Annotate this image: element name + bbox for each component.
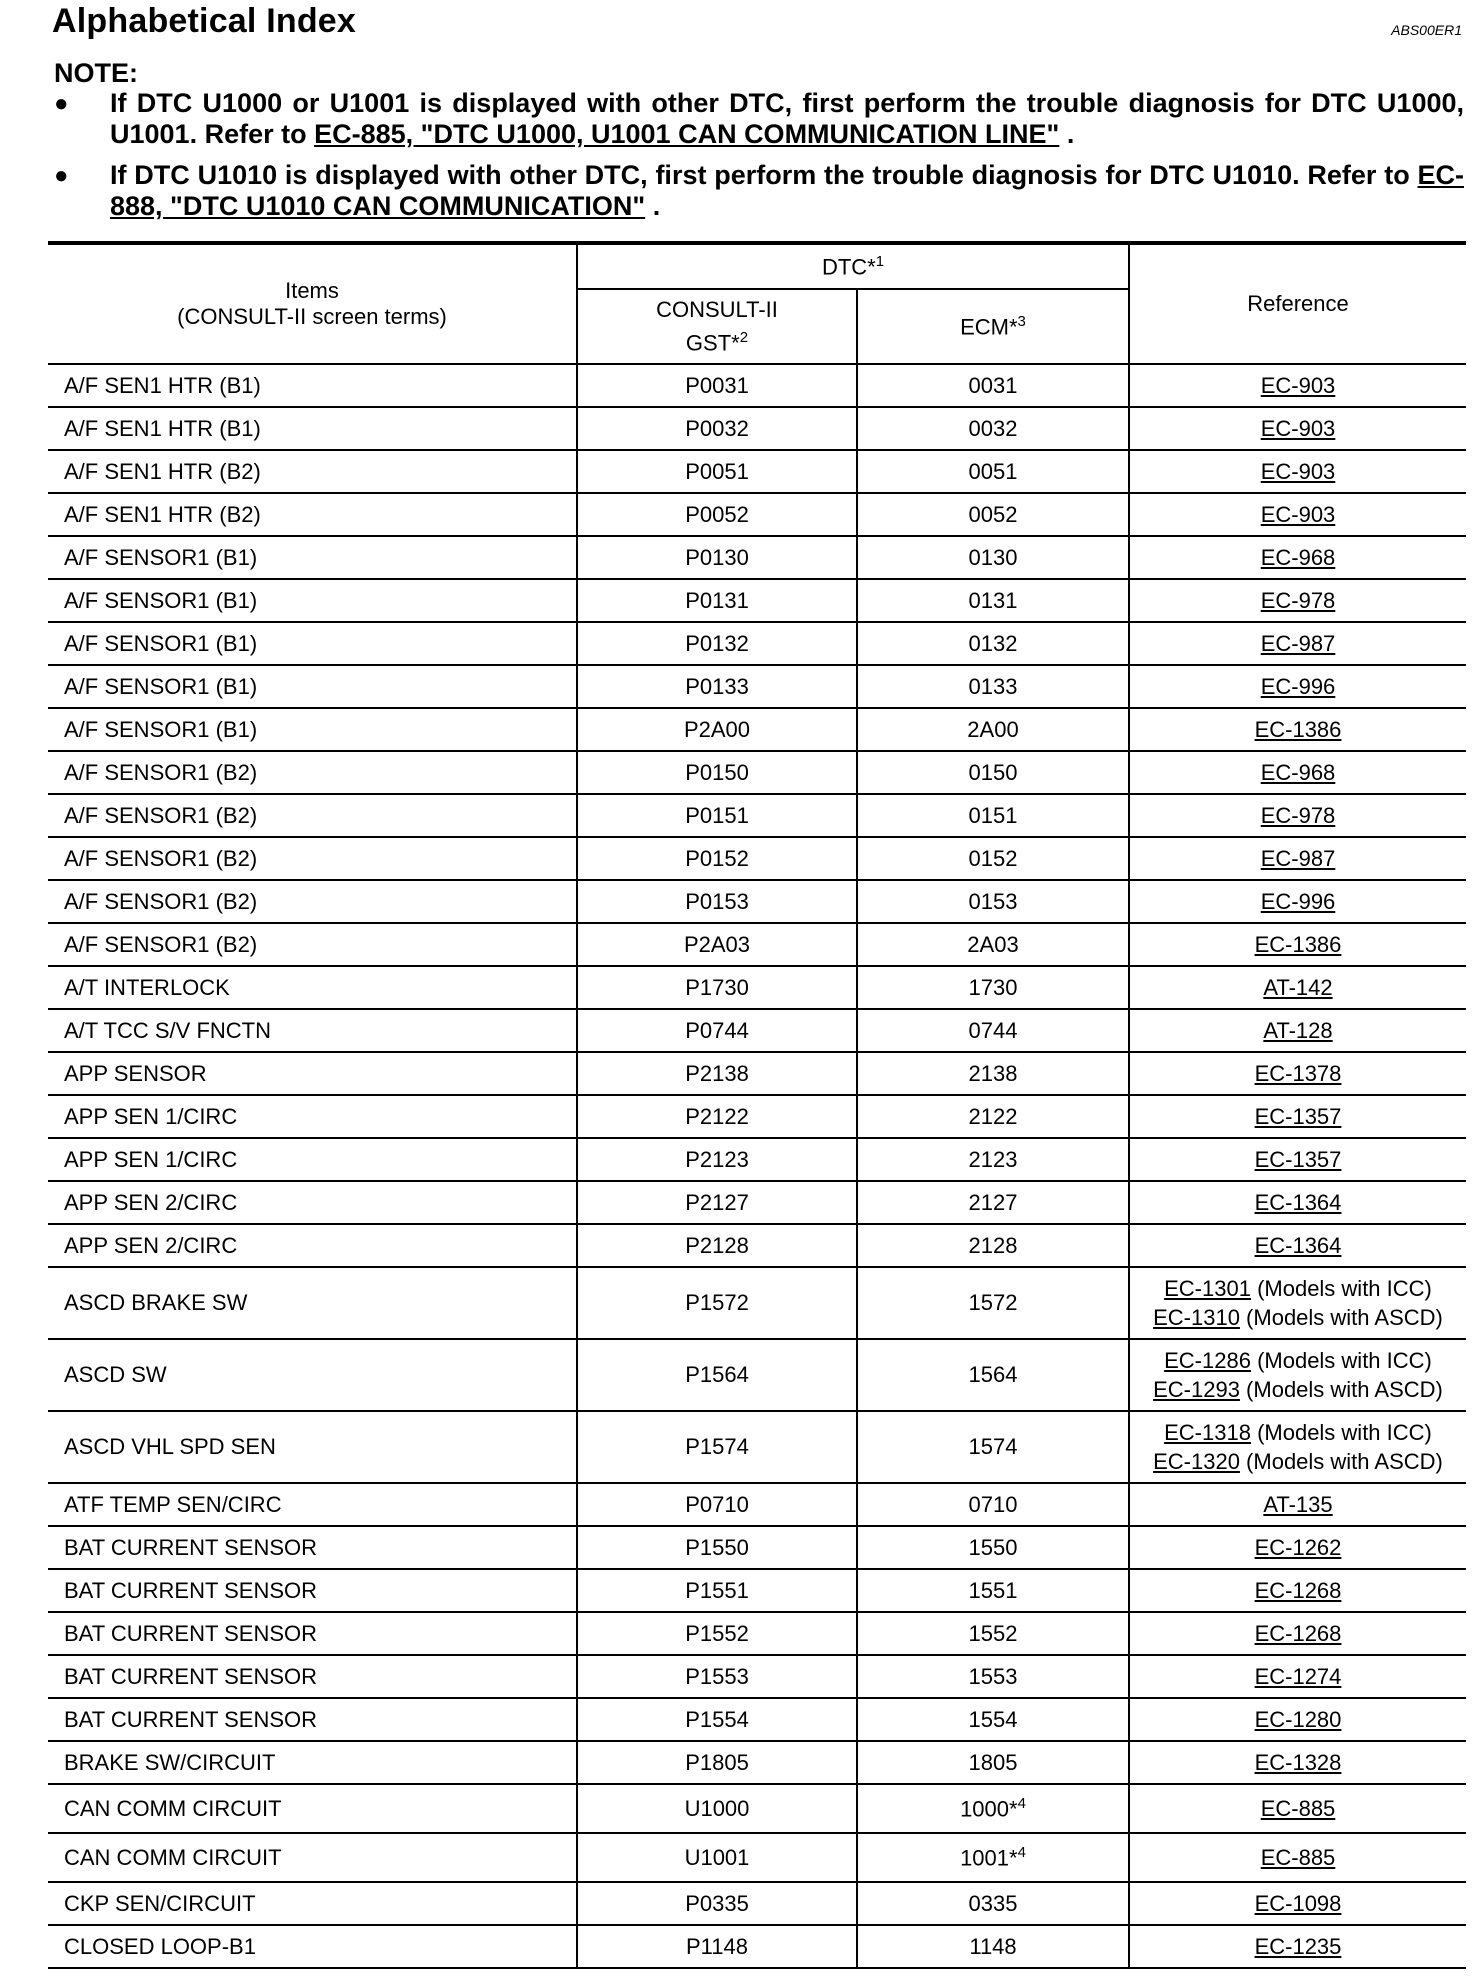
table-row	[48, 407, 1466, 450]
item-cell: BAT CURRENT SENSOR	[48, 1698, 577, 1741]
reference-cell	[1129, 1882, 1466, 1925]
item-cell: ATF TEMP SEN/CIRC	[48, 1483, 577, 1526]
reference-header: Reference	[1129, 245, 1466, 364]
ecm-header: ECM*$^3$	[857, 289, 1129, 364]
reference-link[interactable]: EC-996	[1260, 673, 1336, 699]
items-header-sublabel: (CONSULT-II screen terms)	[177, 304, 447, 329]
table-row	[48, 1483, 1466, 1526]
index-table	[48, 245, 1466, 1969]
reference-cell	[1129, 1009, 1466, 1052]
table-row	[48, 1655, 1466, 1698]
reference-cell	[1129, 708, 1466, 751]
table-row	[48, 1411, 1466, 1483]
reference-link[interactable]: EC-1262	[1254, 1534, 1342, 1560]
item-cell: CAN COMM CIRCUIT	[48, 1784, 577, 1833]
consult-code-cell: P0130	[577, 536, 857, 579]
consult-code-cell: P0710	[577, 1483, 857, 1526]
reference-cell	[1129, 364, 1466, 407]
note-link[interactable]: EC-888, "DTC U1010 CAN COMMUNICATION"	[110, 160, 1464, 221]
reference-cell	[1129, 407, 1466, 450]
item-cell: A/F SENSOR1 (B2)	[48, 837, 577, 880]
reference-cell	[1129, 493, 1466, 536]
table-row	[48, 665, 1466, 708]
consult-code-cell: P2128	[577, 1224, 857, 1267]
reference-cell	[1129, 1925, 1466, 1968]
consult-code-cell: P1550	[577, 1526, 857, 1569]
reference-link[interactable]: EC-1364	[1254, 1189, 1342, 1215]
item-cell: A/F SEN1 HTR (B2)	[48, 450, 577, 493]
reference-cell	[1129, 1267, 1466, 1339]
ecm-code-cell: 0153	[857, 880, 1129, 923]
table-row	[48, 1569, 1466, 1612]
table-row	[48, 794, 1466, 837]
ecm-code-cell: 2A00	[857, 708, 1129, 751]
consult-code-cell: P0052	[577, 493, 857, 536]
ecm-code-cell: 2122	[857, 1095, 1129, 1138]
ecm-code-cell: 0133	[857, 665, 1129, 708]
ecm-code-cell: 1000*$^4$	[857, 1784, 1129, 1833]
reference-cell	[1129, 622, 1466, 665]
item-cell: A/F SENSOR1 (B1)	[48, 536, 577, 579]
ecm-code-cell: 0132	[857, 622, 1129, 665]
reference-link[interactable]: EC-1268	[1254, 1620, 1342, 1646]
ecm-code-cell: 1574	[857, 1411, 1129, 1483]
table-row	[48, 1698, 1466, 1741]
reference-cell	[1129, 579, 1466, 622]
items-header	[48, 245, 577, 364]
table-row	[48, 536, 1466, 579]
reference-note: (Models with ICC)	[1250, 1276, 1432, 1301]
reference-link[interactable]: EC-1364	[1254, 1232, 1342, 1258]
reference-cell	[1129, 1052, 1466, 1095]
table-row	[48, 708, 1466, 751]
consult-code-cell: P2122	[577, 1095, 857, 1138]
item-cell: A/F SENSOR1 (B1)	[48, 665, 577, 708]
ecm-code-cell: 0744	[857, 1009, 1129, 1052]
item-cell: APP SEN 1/CIRC	[48, 1138, 577, 1181]
ecm-code-cell: 1730	[857, 966, 1129, 1009]
reference-note: (Models with ASCD)	[1239, 1449, 1443, 1474]
reference-cell	[1129, 794, 1466, 837]
ecm-code-cell: 1550	[857, 1526, 1129, 1569]
ecm-code-cell: 0052	[857, 493, 1129, 536]
item-cell: CKP SEN/CIRCUIT	[48, 1882, 577, 1925]
table-row	[48, 1925, 1466, 1968]
reference-cell	[1129, 665, 1466, 708]
table-row	[48, 1138, 1466, 1181]
ecm-code-cell: 1553	[857, 1655, 1129, 1698]
table-row	[48, 1095, 1466, 1138]
reference-link[interactable]: EC-1286	[1164, 1348, 1251, 1373]
consult-code-cell: P0152	[577, 837, 857, 880]
item-cell: BAT CURRENT SENSOR	[48, 1655, 577, 1698]
consult-code-cell: P0051	[577, 450, 857, 493]
reference-cell	[1129, 1612, 1466, 1655]
reference-cell	[1129, 1526, 1466, 1569]
reference-link[interactable]: EC-987	[1260, 630, 1336, 656]
table-body	[48, 364, 1466, 1968]
note-text-end: .	[645, 191, 661, 221]
consult-code-cell: P0150	[577, 751, 857, 794]
reference-link[interactable]: EC-1235	[1254, 1933, 1342, 1959]
table-row	[48, 1009, 1466, 1052]
table-row	[48, 751, 1466, 794]
consult-code-cell: P0031	[577, 364, 857, 407]
reference-link[interactable]: EC-885	[1260, 1844, 1336, 1870]
ecm-code-cell: 1572	[857, 1267, 1129, 1339]
reference-link[interactable]: EC-987	[1260, 845, 1336, 871]
reference-cell	[1129, 1569, 1466, 1612]
reference-cell	[1129, 1833, 1466, 1882]
consult-code-cell: P2123	[577, 1138, 857, 1181]
table-row	[48, 1181, 1466, 1224]
reference-link[interactable]: EC-1386	[1254, 931, 1342, 957]
item-cell: ASCD BRAKE SW	[48, 1267, 577, 1339]
ecm-code-cell: 0151	[857, 794, 1129, 837]
reference-link[interactable]: EC-1268	[1254, 1577, 1342, 1603]
item-cell: CAN COMM CIRCUIT	[48, 1833, 577, 1882]
table-row	[48, 1612, 1466, 1655]
reference-note: (Models with ASCD)	[1239, 1377, 1443, 1402]
consult-code-cell: P1148	[577, 1925, 857, 1968]
ecm-code-cell: 2123	[857, 1138, 1129, 1181]
consult-code-cell: P1572	[577, 1267, 857, 1339]
consult-code-cell: P2A03	[577, 923, 857, 966]
reference-cell	[1129, 1339, 1466, 1411]
item-cell: A/F SENSOR1 (B2)	[48, 794, 577, 837]
table-row	[48, 1833, 1466, 1882]
consult-code-cell: P0151	[577, 794, 857, 837]
reference-link[interactable]: EC-1386	[1254, 716, 1342, 742]
table-row	[48, 1339, 1466, 1411]
reference-link[interactable]: EC-903	[1260, 415, 1336, 441]
reference-cell	[1129, 450, 1466, 493]
item-cell: A/F SENSOR1 (B1)	[48, 708, 577, 751]
reference-link[interactable]: EC-1098	[1254, 1890, 1342, 1916]
reference-link[interactable]: EC-1293	[1153, 1377, 1240, 1402]
note-item	[54, 88, 1464, 150]
ecm-code-cell: 0150	[857, 751, 1129, 794]
ecm-code-cell: 1148	[857, 1925, 1129, 1968]
ecm-code-cell: 2138	[857, 1052, 1129, 1095]
reference-cell	[1129, 880, 1466, 923]
consult-code-cell: P1574	[577, 1411, 857, 1483]
consult-code-cell: P1730	[577, 966, 857, 1009]
item-cell: A/F SENSOR1 (B1)	[48, 579, 577, 622]
ecm-code-cell: 1805	[857, 1741, 1129, 1784]
ecm-code-cell: 2128	[857, 1224, 1129, 1267]
consult-code-cell: P2138	[577, 1052, 857, 1095]
item-cell: A/F SENSOR1 (B2)	[48, 880, 577, 923]
table-row	[48, 1052, 1466, 1095]
reference-cell	[1129, 966, 1466, 1009]
ecm-code-cell: 1552	[857, 1612, 1129, 1655]
dtc-header: DTC*$^1$	[577, 245, 1129, 289]
item-cell: BRAKE SW/CIRCUIT	[48, 1741, 577, 1784]
reference-cell	[1129, 1138, 1466, 1181]
item-cell: ASCD SW	[48, 1339, 577, 1411]
reference-link[interactable]: EC-885	[1260, 1795, 1336, 1821]
item-cell: A/F SEN1 HTR (B1)	[48, 407, 577, 450]
reference-cell	[1129, 1095, 1466, 1138]
consult-code-cell: P0744	[577, 1009, 857, 1052]
reference-cell	[1129, 536, 1466, 579]
table-row	[48, 1267, 1466, 1339]
ecm-code-cell: 1564	[857, 1339, 1129, 1411]
table-row	[48, 1224, 1466, 1267]
reference-cell	[1129, 1411, 1466, 1483]
ecm-code-cell: 1554	[857, 1698, 1129, 1741]
table-row	[48, 579, 1466, 622]
reference-link[interactable]: EC-1378	[1254, 1060, 1342, 1086]
table-row	[48, 1741, 1466, 1784]
ecm-code-cell: 0335	[857, 1882, 1129, 1925]
table-row	[48, 923, 1466, 966]
reference-link[interactable]: EC-903	[1260, 372, 1336, 398]
reference-note: (Models with ICC)	[1250, 1348, 1432, 1373]
consult-code-cell: P1805	[577, 1741, 857, 1784]
item-cell: BAT CURRENT SENSOR	[48, 1569, 577, 1612]
item-cell: A/F SENSOR1 (B2)	[48, 923, 577, 966]
reference-cell	[1129, 1741, 1466, 1784]
bullet-icon: ●	[54, 90, 69, 117]
table-row	[48, 493, 1466, 536]
gst-header-label: GST*$^2$	[685, 328, 749, 356]
item-cell: A/T TCC S/V FNCTN	[48, 1009, 577, 1052]
ecm-code-cell: 0152	[857, 837, 1129, 880]
item-cell: A/F SENSOR1 (B2)	[48, 751, 577, 794]
ecm-code-cell: 1551	[857, 1569, 1129, 1612]
item-cell: APP SEN 1/CIRC	[48, 1095, 577, 1138]
table-row	[48, 1784, 1466, 1833]
table-row	[48, 1882, 1466, 1925]
consult-code-cell: P1552	[577, 1612, 857, 1655]
reference-cell	[1129, 1483, 1466, 1526]
reference-link[interactable]: EC-1301	[1164, 1276, 1251, 1301]
reference-link[interactable]: EC-1274	[1254, 1663, 1342, 1689]
reference-cell	[1129, 1698, 1466, 1741]
consult-code-cell: U1001	[577, 1833, 857, 1882]
reference-cell	[1129, 1784, 1466, 1833]
item-cell: BAT CURRENT SENSOR	[48, 1526, 577, 1569]
reference-note: (Models with ASCD)	[1239, 1305, 1443, 1330]
item-cell: A/F SEN1 HTR (B2)	[48, 493, 577, 536]
reference-link[interactable]: EC-1357	[1254, 1103, 1342, 1129]
item-cell: APP SEN 2/CIRC	[48, 1181, 577, 1224]
note-link[interactable]: EC-885, "DTC U1000, U1001 CAN COMMUNICATION LINE"	[314, 119, 1060, 149]
ecm-code-cell: 2127	[857, 1181, 1129, 1224]
item-cell: APP SEN 2/CIRC	[48, 1224, 577, 1267]
bullet-icon: ●	[54, 162, 69, 189]
consult-code-cell: P0153	[577, 880, 857, 923]
reference-cell	[1129, 923, 1466, 966]
reference-note: (Models with ICC)	[1250, 1420, 1432, 1445]
item-cell: ASCD VHL SPD SEN	[48, 1411, 577, 1483]
table-row	[48, 450, 1466, 493]
consult-code-cell: P2A00	[577, 708, 857, 751]
table-row	[48, 1526, 1466, 1569]
consult-code-cell: P2127	[577, 1181, 857, 1224]
consult-code-cell: P1551	[577, 1569, 857, 1612]
table-row	[48, 966, 1466, 1009]
document-code: ABS00ER1	[1391, 22, 1462, 38]
items-header-label: Items	[285, 278, 339, 303]
table-row	[48, 880, 1466, 923]
note-text: If DTC U1010 is displayed with other DTC, first perform the trouble diagnosis for DTC U1010. Refer to	[110, 160, 1418, 190]
consult-code-cell: P0131	[577, 579, 857, 622]
reference-link[interactable]: EC-1357	[1254, 1146, 1342, 1172]
consult-header-label: CONSULT-II	[656, 296, 778, 322]
table-row	[48, 622, 1466, 665]
reference-cell	[1129, 837, 1466, 880]
reference-cell	[1129, 1224, 1466, 1267]
notes-list	[54, 88, 1464, 232]
reference-link[interactable]: EC-996	[1260, 888, 1336, 914]
ecm-code-cell: 0031	[857, 364, 1129, 407]
item-cell: APP SENSOR	[48, 1052, 577, 1095]
reference-link[interactable]: EC-968	[1260, 759, 1336, 785]
ecm-code-cell: 0710	[857, 1483, 1129, 1526]
consult-code-cell: P1564	[577, 1339, 857, 1411]
table-row	[48, 364, 1466, 407]
consult-header	[577, 289, 857, 364]
reference-cell	[1129, 751, 1466, 794]
consult-code-cell: P1553	[577, 1655, 857, 1698]
reference-link[interactable]: EC-968	[1260, 544, 1336, 570]
consult-code-cell: P0335	[577, 1882, 857, 1925]
table-header	[48, 245, 1466, 364]
note-heading: NOTE:	[54, 58, 138, 88]
reference-link[interactable]: EC-903	[1260, 501, 1336, 527]
ecm-code-cell: 0131	[857, 579, 1129, 622]
consult-code-cell: P0032	[577, 407, 857, 450]
reference-cell	[1129, 1655, 1466, 1698]
ecm-code-cell: 2A03	[857, 923, 1129, 966]
note-item	[54, 160, 1464, 222]
table-row	[48, 837, 1466, 880]
note-text-end: .	[1059, 119, 1075, 149]
reference-link[interactable]: AT-135	[1263, 1491, 1333, 1517]
ecm-code-cell: 1001*$^4$	[857, 1833, 1129, 1882]
note-text: If DTC U1000 or U1001 is displayed with other DTC, first perform the trouble diagnosis for DTC U1000, U1001. Refer to	[110, 88, 1464, 149]
reference-link[interactable]: EC-978	[1260, 802, 1336, 828]
item-cell: A/F SENSOR1 (B1)	[48, 622, 577, 665]
consult-code-cell: P0132	[577, 622, 857, 665]
ecm-code-cell: 0051	[857, 450, 1129, 493]
item-cell: BAT CURRENT SENSOR	[48, 1612, 577, 1655]
reference-link[interactable]: AT-142	[1263, 974, 1333, 1000]
reference-link[interactable]: EC-1318	[1164, 1420, 1251, 1445]
ecm-code-cell: 0032	[857, 407, 1129, 450]
consult-code-cell: P0133	[577, 665, 857, 708]
consult-code-cell: U1000	[577, 1784, 857, 1833]
reference-link[interactable]: EC-1320	[1153, 1449, 1240, 1474]
reference-link[interactable]: EC-903	[1260, 458, 1336, 484]
reference-link[interactable]: EC-1310	[1153, 1305, 1240, 1330]
consult-code-cell: P1554	[577, 1698, 857, 1741]
reference-link[interactable]: AT-128	[1263, 1017, 1333, 1043]
reference-link[interactable]: EC-978	[1260, 587, 1336, 613]
item-cell: A/T INTERLOCK	[48, 966, 577, 1009]
reference-cell	[1129, 1181, 1466, 1224]
item-cell: A/F SEN1 HTR (B1)	[48, 364, 577, 407]
reference-link[interactable]: EC-1328	[1254, 1749, 1342, 1775]
reference-link[interactable]: EC-1280	[1254, 1706, 1342, 1732]
ecm-code-cell: 0130	[857, 536, 1129, 579]
item-cell: CLOSED LOOP-B1	[48, 1925, 577, 1968]
page-title: Alphabetical Index	[52, 2, 357, 40]
